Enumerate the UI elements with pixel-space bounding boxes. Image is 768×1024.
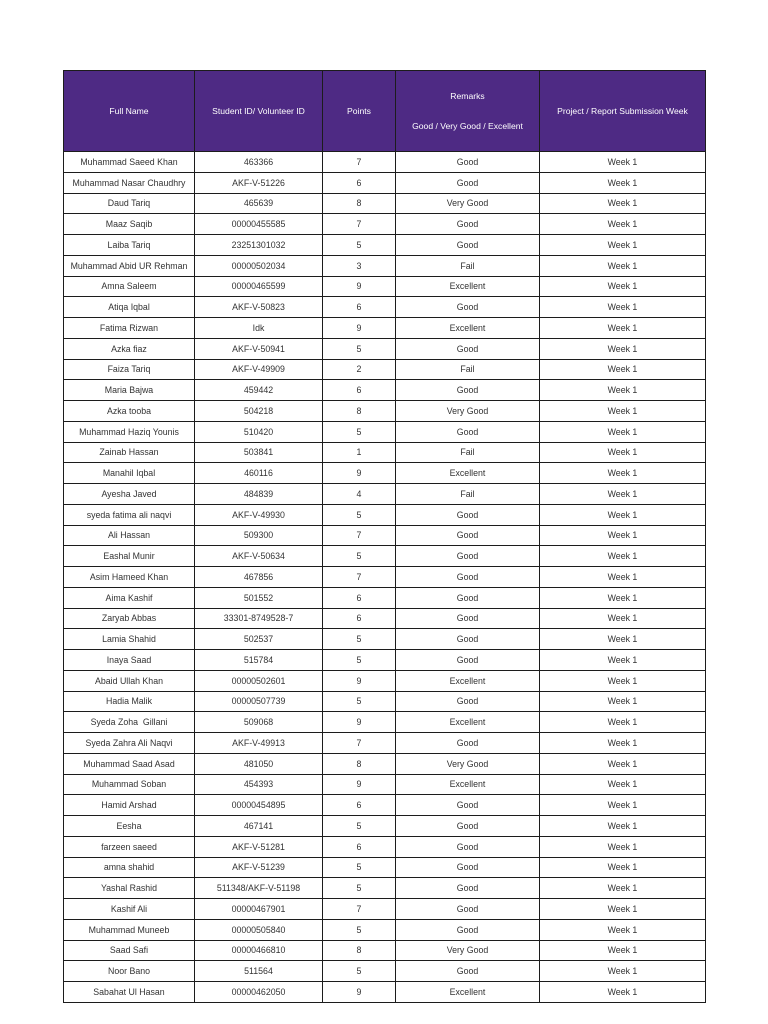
table-row: [64, 836, 706, 857]
student-id-cell: 465639: [195, 193, 323, 214]
remarks-cell: Excellent: [396, 276, 540, 297]
remarks-cell: Good: [396, 857, 540, 878]
table-body: [64, 152, 706, 1003]
submission-week-cell: Week 1: [540, 982, 706, 1003]
submission-week-cell: Week 1: [540, 670, 706, 691]
student-id-cell: 23251301032: [195, 235, 323, 256]
header-row: [64, 71, 706, 152]
table-row: [64, 899, 706, 920]
student-id-cell: AKF-V-51281: [195, 836, 323, 857]
submission-week-cell: Week 1: [540, 359, 706, 380]
full-name-cell: Laiba Tariq: [64, 235, 195, 256]
points-cell: 8: [323, 753, 396, 774]
submission-week-cell: Week 1: [540, 463, 706, 484]
submission-week-cell: Week 1: [540, 629, 706, 650]
full-name-cell: Kashif Ali: [64, 899, 195, 920]
table-row: [64, 940, 706, 961]
points-cell: 4: [323, 484, 396, 505]
student-id-cell: 502537: [195, 629, 323, 650]
submission-week-cell: Week 1: [540, 297, 706, 318]
full-name-cell: Maria Bajwa: [64, 380, 195, 401]
points-cell: 1: [323, 442, 396, 463]
submission-week-cell: Week 1: [540, 733, 706, 754]
full-name-cell: Atiqa Iqbal: [64, 297, 195, 318]
student-id-cell: 454393: [195, 774, 323, 795]
submission-week-cell: Week 1: [540, 546, 706, 567]
remarks-cell: Good: [396, 650, 540, 671]
student-id-cell: 484839: [195, 484, 323, 505]
table-row: [64, 338, 706, 359]
submission-week-cell: Week 1: [540, 940, 706, 961]
student-id-cell: 504218: [195, 401, 323, 422]
full-name-cell: Azka fiaz: [64, 338, 195, 359]
table-row: [64, 276, 706, 297]
table-row: [64, 380, 706, 401]
points-cell: 9: [323, 463, 396, 484]
points-cell: 9: [323, 982, 396, 1003]
points-cell: 7: [323, 733, 396, 754]
full-name-cell: Muhammad Haziq Younis: [64, 421, 195, 442]
remarks-cell: Good: [396, 380, 540, 401]
full-name-cell: Asim Hameed Khan: [64, 567, 195, 588]
full-name-cell: Daud Tariq: [64, 193, 195, 214]
submission-week-cell: Week 1: [540, 421, 706, 442]
submission-week-cell: Week 1: [540, 795, 706, 816]
student-id-cell: 00000467901: [195, 899, 323, 920]
points-cell: 7: [323, 525, 396, 546]
points-cell: 8: [323, 193, 396, 214]
points-cell: 6: [323, 380, 396, 401]
points-cell: 5: [323, 629, 396, 650]
submission-week-cell: Week 1: [540, 255, 706, 276]
full-name-cell: Hadia Malik: [64, 691, 195, 712]
table-row: [64, 629, 706, 650]
submission-week-cell: Week 1: [540, 961, 706, 982]
full-name-cell: Muhammad Saeed Khan: [64, 152, 195, 173]
full-name-cell: Ali Hassan: [64, 525, 195, 546]
student-id-cell: Idk: [195, 318, 323, 339]
table-row: [64, 650, 706, 671]
remarks-cell: Fail: [396, 484, 540, 505]
student-id-cell: 00000462050: [195, 982, 323, 1003]
remarks-cell: Excellent: [396, 670, 540, 691]
table-row: [64, 152, 706, 173]
full-name-cell: Hamid Arshad: [64, 795, 195, 816]
remarks-cell: Good: [396, 816, 540, 837]
student-id-cell: 00000505840: [195, 919, 323, 940]
remarks-header-title: Remarks: [450, 91, 485, 101]
full-name-cell: Sabahat Ul Hasan: [64, 982, 195, 1003]
remarks-cell: Good: [396, 899, 540, 920]
student-id-cell: 501552: [195, 587, 323, 608]
table-header: [64, 71, 706, 152]
submission-week-cell: Week 1: [540, 753, 706, 774]
full-name-cell: farzeen saeed: [64, 836, 195, 857]
points-cell: 7: [323, 899, 396, 920]
table-row: [64, 691, 706, 712]
student-id-cell: 00000502601: [195, 670, 323, 691]
submission-week-cell: Week 1: [540, 919, 706, 940]
remarks-cell: Very Good: [396, 401, 540, 422]
full-name-cell: Faiza Tariq: [64, 359, 195, 380]
table-row: [64, 255, 706, 276]
student-id-cell: 503841: [195, 442, 323, 463]
student-id-cell: AKF-V-49909: [195, 359, 323, 380]
full-name-cell: syeda fatima ali naqvi: [64, 504, 195, 525]
points-cell: 6: [323, 836, 396, 857]
submission-week-cell: Week 1: [540, 712, 706, 733]
points-cell: 6: [323, 587, 396, 608]
submission-week-cell: Week 1: [540, 650, 706, 671]
remarks-cell: Excellent: [396, 774, 540, 795]
student-id-cell: AKF-V-51239: [195, 857, 323, 878]
table-row: [64, 608, 706, 629]
remarks-cell: Very Good: [396, 753, 540, 774]
table-row: [64, 504, 706, 525]
submission-week-cell: Week 1: [540, 587, 706, 608]
remarks-cell: Good: [396, 587, 540, 608]
submission-week-cell: Week 1: [540, 401, 706, 422]
remarks-cell: Fail: [396, 255, 540, 276]
full-name-cell: Noor Bano: [64, 961, 195, 982]
submission-week-cell: Week 1: [540, 338, 706, 359]
table-row: [64, 484, 706, 505]
student-id-cell: AKF-V-50634: [195, 546, 323, 567]
submission-week-cell: Week 1: [540, 567, 706, 588]
student-id-cell: 509068: [195, 712, 323, 733]
submission-week-cell: Week 1: [540, 442, 706, 463]
table-row: [64, 463, 706, 484]
full-name-cell: Ayesha Javed: [64, 484, 195, 505]
remarks-cell: Good: [396, 338, 540, 359]
student-id-cell: 00000466810: [195, 940, 323, 961]
submission-week-cell: Week 1: [540, 152, 706, 173]
remarks-cell: Good: [396, 546, 540, 567]
full-name-cell: Amna Saleem: [64, 276, 195, 297]
points-cell: 8: [323, 401, 396, 422]
points-cell: 6: [323, 608, 396, 629]
student-id-cell: 481050: [195, 753, 323, 774]
submission-week-cell: Week 1: [540, 691, 706, 712]
submission-week-cell: Week 1: [540, 857, 706, 878]
points-cell: 9: [323, 712, 396, 733]
remarks-cell: Good: [396, 878, 540, 899]
full-name-cell: Syeda Zoha Gillani: [64, 712, 195, 733]
full-name-header: Full Name: [64, 71, 195, 152]
remarks-header: [396, 71, 540, 152]
remarks-cell: Good: [396, 733, 540, 754]
student-id-cell: 460116: [195, 463, 323, 484]
student-id-cell: 459442: [195, 380, 323, 401]
points-cell: 5: [323, 919, 396, 940]
full-name-cell: Manahil Iqbal: [64, 463, 195, 484]
student-id-cell: 511348/AKF-V-51198: [195, 878, 323, 899]
points-cell: 9: [323, 774, 396, 795]
full-name-cell: Zaryab Abbas: [64, 608, 195, 629]
full-name-cell: Abaid Ullah Khan: [64, 670, 195, 691]
points-cell: 5: [323, 338, 396, 359]
remarks-cell: Good: [396, 525, 540, 546]
table-row: [64, 318, 706, 339]
remarks-cell: Good: [396, 297, 540, 318]
table-row: [64, 712, 706, 733]
student-id-cell: AKF-V-50823: [195, 297, 323, 318]
full-name-cell: Muhammad Soban: [64, 774, 195, 795]
full-name-cell: amna shahid: [64, 857, 195, 878]
table-row: [64, 587, 706, 608]
remarks-cell: Fail: [396, 442, 540, 463]
submission-week-cell: Week 1: [540, 484, 706, 505]
table-row: [64, 795, 706, 816]
remarks-cell: Good: [396, 691, 540, 712]
student-id-cell: 467141: [195, 816, 323, 837]
table-row: [64, 857, 706, 878]
submission-week-cell: Week 1: [540, 504, 706, 525]
submission-week-cell: Week 1: [540, 380, 706, 401]
full-name-cell: Inaya Saad: [64, 650, 195, 671]
full-name-cell: Zainab Hassan: [64, 442, 195, 463]
student-id-cell: 00000455585: [195, 214, 323, 235]
points-cell: 5: [323, 857, 396, 878]
student-id-cell: 515784: [195, 650, 323, 671]
table-row: [64, 816, 706, 837]
table-row: [64, 172, 706, 193]
points-cell: 5: [323, 878, 396, 899]
submission-week-header: Project / Report Submission Week: [540, 71, 706, 152]
submission-week-cell: Week 1: [540, 836, 706, 857]
remarks-cell: Good: [396, 504, 540, 525]
points-cell: 5: [323, 546, 396, 567]
remarks-cell: Excellent: [396, 318, 540, 339]
remarks-cell: Fail: [396, 359, 540, 380]
full-name-cell: Maaz Saqib: [64, 214, 195, 235]
submission-week-cell: Week 1: [540, 276, 706, 297]
remarks-cell: Good: [396, 919, 540, 940]
student-id-cell: AKF-V-51226: [195, 172, 323, 193]
table-row: [64, 421, 706, 442]
submission-week-cell: Week 1: [540, 214, 706, 235]
points-cell: 5: [323, 504, 396, 525]
full-name-cell: Azka tooba: [64, 401, 195, 422]
full-name-cell: Saad Safi: [64, 940, 195, 961]
full-name-cell: Muhammad Abid UR Rehman: [64, 255, 195, 276]
student-id-cell: 00000502034: [195, 255, 323, 276]
remarks-cell: Excellent: [396, 463, 540, 484]
student-id-cell: 467856: [195, 567, 323, 588]
submission-week-cell: Week 1: [540, 608, 706, 629]
submission-week-cell: Week 1: [540, 899, 706, 920]
full-name-cell: Muhammad Saad Asad: [64, 753, 195, 774]
student-id-cell: 463366: [195, 152, 323, 173]
points-cell: 6: [323, 297, 396, 318]
table-row: [64, 525, 706, 546]
remarks-cell: Good: [396, 608, 540, 629]
points-cell: 8: [323, 940, 396, 961]
points-cell: 9: [323, 670, 396, 691]
remarks-cell: Good: [396, 214, 540, 235]
points-cell: 5: [323, 691, 396, 712]
points-cell: 7: [323, 567, 396, 588]
points-cell: 6: [323, 795, 396, 816]
submission-week-cell: Week 1: [540, 172, 706, 193]
table-row: [64, 546, 706, 567]
student-id-cell: 00000507739: [195, 691, 323, 712]
table-row: [64, 193, 706, 214]
submission-week-cell: Week 1: [540, 525, 706, 546]
student-id-cell: AKF-V-50941: [195, 338, 323, 359]
full-name-cell: Eesha: [64, 816, 195, 837]
table-row: [64, 235, 706, 256]
full-name-cell: Yashal Rashid: [64, 878, 195, 899]
points-cell: 5: [323, 235, 396, 256]
full-name-cell: Lamia Shahid: [64, 629, 195, 650]
points-cell: 5: [323, 650, 396, 671]
full-name-cell: Muhammad Muneeb: [64, 919, 195, 940]
student-id-cell: 510420: [195, 421, 323, 442]
table-row: [64, 753, 706, 774]
student-id-cell: 509300: [195, 525, 323, 546]
submission-week-cell: Week 1: [540, 816, 706, 837]
student-id-cell: AKF-V-49930: [195, 504, 323, 525]
points-cell: 6: [323, 172, 396, 193]
remarks-cell: Good: [396, 836, 540, 857]
full-name-cell: Muhammad Nasar Chaudhry: [64, 172, 195, 193]
student-id-cell: AKF-V-49913: [195, 733, 323, 754]
table-row: [64, 961, 706, 982]
points-cell: 5: [323, 816, 396, 837]
points-cell: 7: [323, 152, 396, 173]
points-cell: 3: [323, 255, 396, 276]
remarks-cell: Good: [396, 152, 540, 173]
points-cell: 5: [323, 961, 396, 982]
remarks-cell: Excellent: [396, 982, 540, 1003]
remarks-cell: Very Good: [396, 193, 540, 214]
results-table: [63, 70, 706, 1003]
full-name-cell: Aima Kashif: [64, 587, 195, 608]
table-row: [64, 214, 706, 235]
full-name-cell: Syeda Zahra Ali Naqvi: [64, 733, 195, 754]
submission-week-cell: Week 1: [540, 774, 706, 795]
table-row: [64, 774, 706, 795]
table-row: [64, 401, 706, 422]
table-row: [64, 442, 706, 463]
remarks-cell: Good: [396, 235, 540, 256]
points-cell: 5: [323, 421, 396, 442]
full-name-cell: Fatima Rizwan: [64, 318, 195, 339]
points-cell: 2: [323, 359, 396, 380]
remarks-header-options: Good / Very Good / Excellent: [412, 121, 523, 131]
submission-week-cell: Week 1: [540, 235, 706, 256]
student-id-cell: 00000454895: [195, 795, 323, 816]
remarks-cell: Good: [396, 421, 540, 442]
points-cell: 9: [323, 318, 396, 339]
student-id-header: Student ID/ Volunteer ID: [195, 71, 323, 152]
points-cell: 9: [323, 276, 396, 297]
table-row: [64, 567, 706, 588]
submission-week-cell: Week 1: [540, 193, 706, 214]
remarks-cell: Good: [396, 629, 540, 650]
points-cell: 7: [323, 214, 396, 235]
remarks-cell: Good: [396, 795, 540, 816]
student-id-cell: 33301-8749528-7: [195, 608, 323, 629]
student-id-cell: 00000465599: [195, 276, 323, 297]
table-row: [64, 670, 706, 691]
submission-week-cell: Week 1: [540, 318, 706, 339]
full-name-cell: Eashal Munir: [64, 546, 195, 567]
student-id-cell: 511564: [195, 961, 323, 982]
remarks-cell: Very Good: [396, 940, 540, 961]
table-row: [64, 733, 706, 754]
table-row: [64, 878, 706, 899]
table-row: [64, 982, 706, 1003]
table-row: [64, 919, 706, 940]
remarks-cell: Excellent: [396, 712, 540, 733]
remarks-cell: Good: [396, 961, 540, 982]
points-header: Points: [323, 71, 396, 152]
remarks-cell: Good: [396, 567, 540, 588]
remarks-cell: Good: [396, 172, 540, 193]
table-row: [64, 359, 706, 380]
table-row: [64, 297, 706, 318]
submission-week-cell: Week 1: [540, 878, 706, 899]
